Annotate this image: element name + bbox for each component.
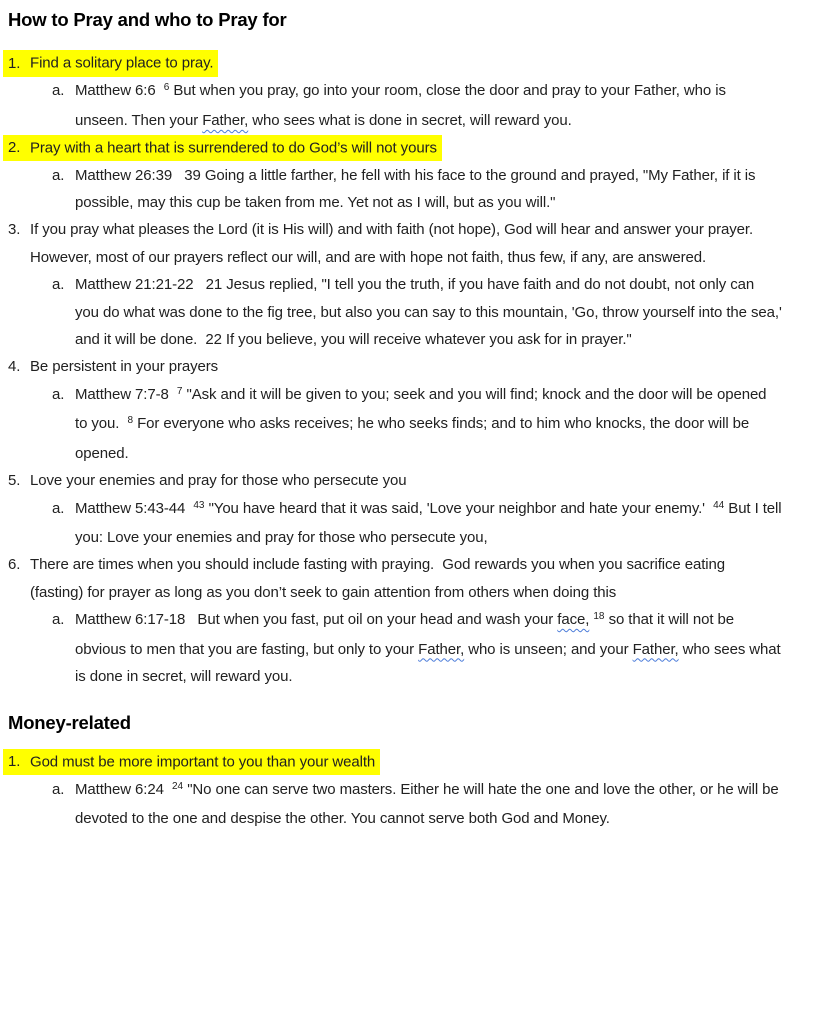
text-run: God must be more important to you than your wealth — [30, 753, 376, 771]
list-item — [8, 551, 782, 606]
text-run: Love your enemies and pray for those who persecute you — [30, 472, 407, 490]
text-run: "No one can serve two masters. Either he will hate the one and love the other, or he will be devoted to the one and despise the other. You cannot serve both God and Money. — [75, 780, 783, 828]
text-run: Matthew 6:24 — [75, 780, 172, 798]
list-item — [8, 216, 782, 271]
list-item-text — [30, 55, 213, 72]
sub-list-item — [8, 495, 786, 552]
verse-number-superscript: 6 — [163, 82, 170, 94]
text-run: who sees what is done in secret, will reward you. — [75, 640, 785, 685]
text-run: Matthew 6:6 — [75, 82, 164, 100]
sub-list-letter: a. — [52, 82, 65, 100]
verse-number-superscript: 8 — [127, 415, 134, 427]
document-section — [8, 8, 786, 690]
sub-list-letter: a. — [52, 166, 65, 184]
sub-list-letter: a. — [52, 385, 65, 403]
sub-list-letter: a. — [52, 499, 65, 517]
text-run: Be persistent in your prayers — [30, 358, 219, 376]
sub-list-item — [8, 77, 782, 134]
highlighted-list-item-text — [3, 749, 380, 775]
spellcheck-flagged-word: Father, — [418, 640, 465, 658]
list-item-text — [30, 358, 218, 375]
scripture-text — [75, 276, 786, 348]
text-run: Matthew 21:21-22 21 Jesus replied, "I tell you the truth, if you have faith and do not doubt, not only can you do what was done to the fig tree, but also you can say to this mountain, 'Go, throw yourself into the sea,' and it will be done. 22 If you believe, you will receive whatever you ask for in prayer." — [75, 276, 786, 349]
list-item-text — [30, 556, 729, 600]
scripture-text — [75, 167, 760, 211]
verse-number-superscript: 24 — [172, 780, 184, 792]
text-run: "Ask and it will be given to you; seek and you will find; knock and the door will be opened to you. — [75, 385, 771, 433]
sub-list-item — [8, 162, 782, 217]
list-item-inner — [8, 472, 407, 489]
section-heading: How to Pray and who to Pray for — [8, 9, 287, 30]
scripture-text — [75, 82, 730, 128]
list-item — [8, 467, 782, 494]
text-run: There are times when you should include fasting with praying. God rewards you when you sacrifice eating (fasting) for prayer as long as you don’t seek to gain attention from others when doing this — [30, 556, 730, 601]
list-item-inner — [8, 358, 218, 375]
list-item-number: 6. — [8, 556, 21, 574]
list-item-text — [30, 139, 437, 156]
text-run: Matthew 26:39 39 Going a little farther, he fell with his face to the ground and prayed, "My Father, if it is possible, may this cup be taken from me. Yet not as I will, but as you will." — [75, 166, 760, 212]
section-heading: Money-related — [8, 712, 131, 734]
verse-number-superscript: 18 — [593, 611, 605, 623]
list-item-number: 1. — [8, 55, 21, 72]
sub-list-item — [8, 381, 782, 467]
highlighted-list-item-text — [3, 135, 442, 161]
spellcheck-flagged-word: Father, — [202, 111, 249, 129]
text-run: Pray with a heart that is surrendered to do God’s will not yours — [30, 139, 437, 157]
sub-list-letter: a. — [52, 276, 65, 294]
sub-list-item — [8, 271, 786, 353]
scripture-text — [75, 386, 771, 462]
text-run: Find a solitary place to pray. — [30, 55, 214, 72]
list-item-inner — [8, 556, 729, 600]
sub-list-letter: a. — [52, 780, 65, 798]
list-item — [8, 134, 782, 161]
list-item-number: 1. — [8, 753, 21, 771]
highlighted-list-item-text — [3, 50, 218, 76]
text-run: Matthew 5:43-44 — [75, 499, 194, 517]
text-run: But I tell you: Love your enemies and pray for those who persecute you, — [75, 499, 786, 546]
list-item-number: 2. — [8, 139, 21, 157]
text-run: But when you pray, go into your room, close the door and pray to your Father, who is unseen. Then your — [75, 82, 730, 129]
list-item-text — [30, 221, 761, 265]
list-item-number: 5. — [8, 472, 21, 490]
list-item-text — [30, 753, 375, 770]
text-run: Matthew 7:7-8 — [75, 385, 177, 403]
text-run: Matthew 6:17-18 But when you fast, put oil on your head and wash your — [75, 611, 558, 629]
text-run: who sees what is done in secret, will reward you. — [248, 111, 572, 129]
list-item-text — [30, 472, 407, 489]
scripture-text — [75, 611, 785, 685]
scripture-text — [75, 781, 783, 827]
sub-list-item — [8, 606, 785, 690]
text-run: For everyone who asks receives; he who seeks finds; and to him who knocks, the door will be opened. — [75, 415, 754, 462]
list-item — [8, 50, 782, 77]
spellcheck-flagged-word: face, — [557, 611, 590, 629]
verse-number-superscript: 7 — [176, 385, 183, 397]
document-section — [8, 711, 782, 832]
list-item-inner — [8, 221, 761, 265]
text-run: If you pray what pleases the Lord (it is His will) and with faith (not hope), God will hear and answer your prayer. However, most of our prayers reflect our will, and are with hope not faith, thus few, if any, are answered. — [30, 221, 762, 266]
list-item-number: 3. — [8, 221, 21, 239]
list-item-number: 4. — [8, 358, 21, 376]
list-item — [8, 353, 782, 380]
text-run: who is unseen; and your — [464, 640, 633, 658]
text-run: "You have heard that it was said, 'Love your neighbor and hate your enemy.' — [204, 499, 714, 517]
text-run: so that it will not be obvious to men that you are fasting, but only to your — [75, 611, 739, 658]
sub-list-letter: a. — [52, 611, 65, 629]
spellcheck-flagged-word: Father, — [632, 640, 679, 658]
verse-number-superscript: 43 — [193, 499, 205, 511]
scripture-text — [75, 500, 786, 546]
sub-list-item — [8, 776, 782, 833]
list-item — [8, 748, 782, 775]
verse-number-superscript: 44 — [713, 499, 725, 511]
